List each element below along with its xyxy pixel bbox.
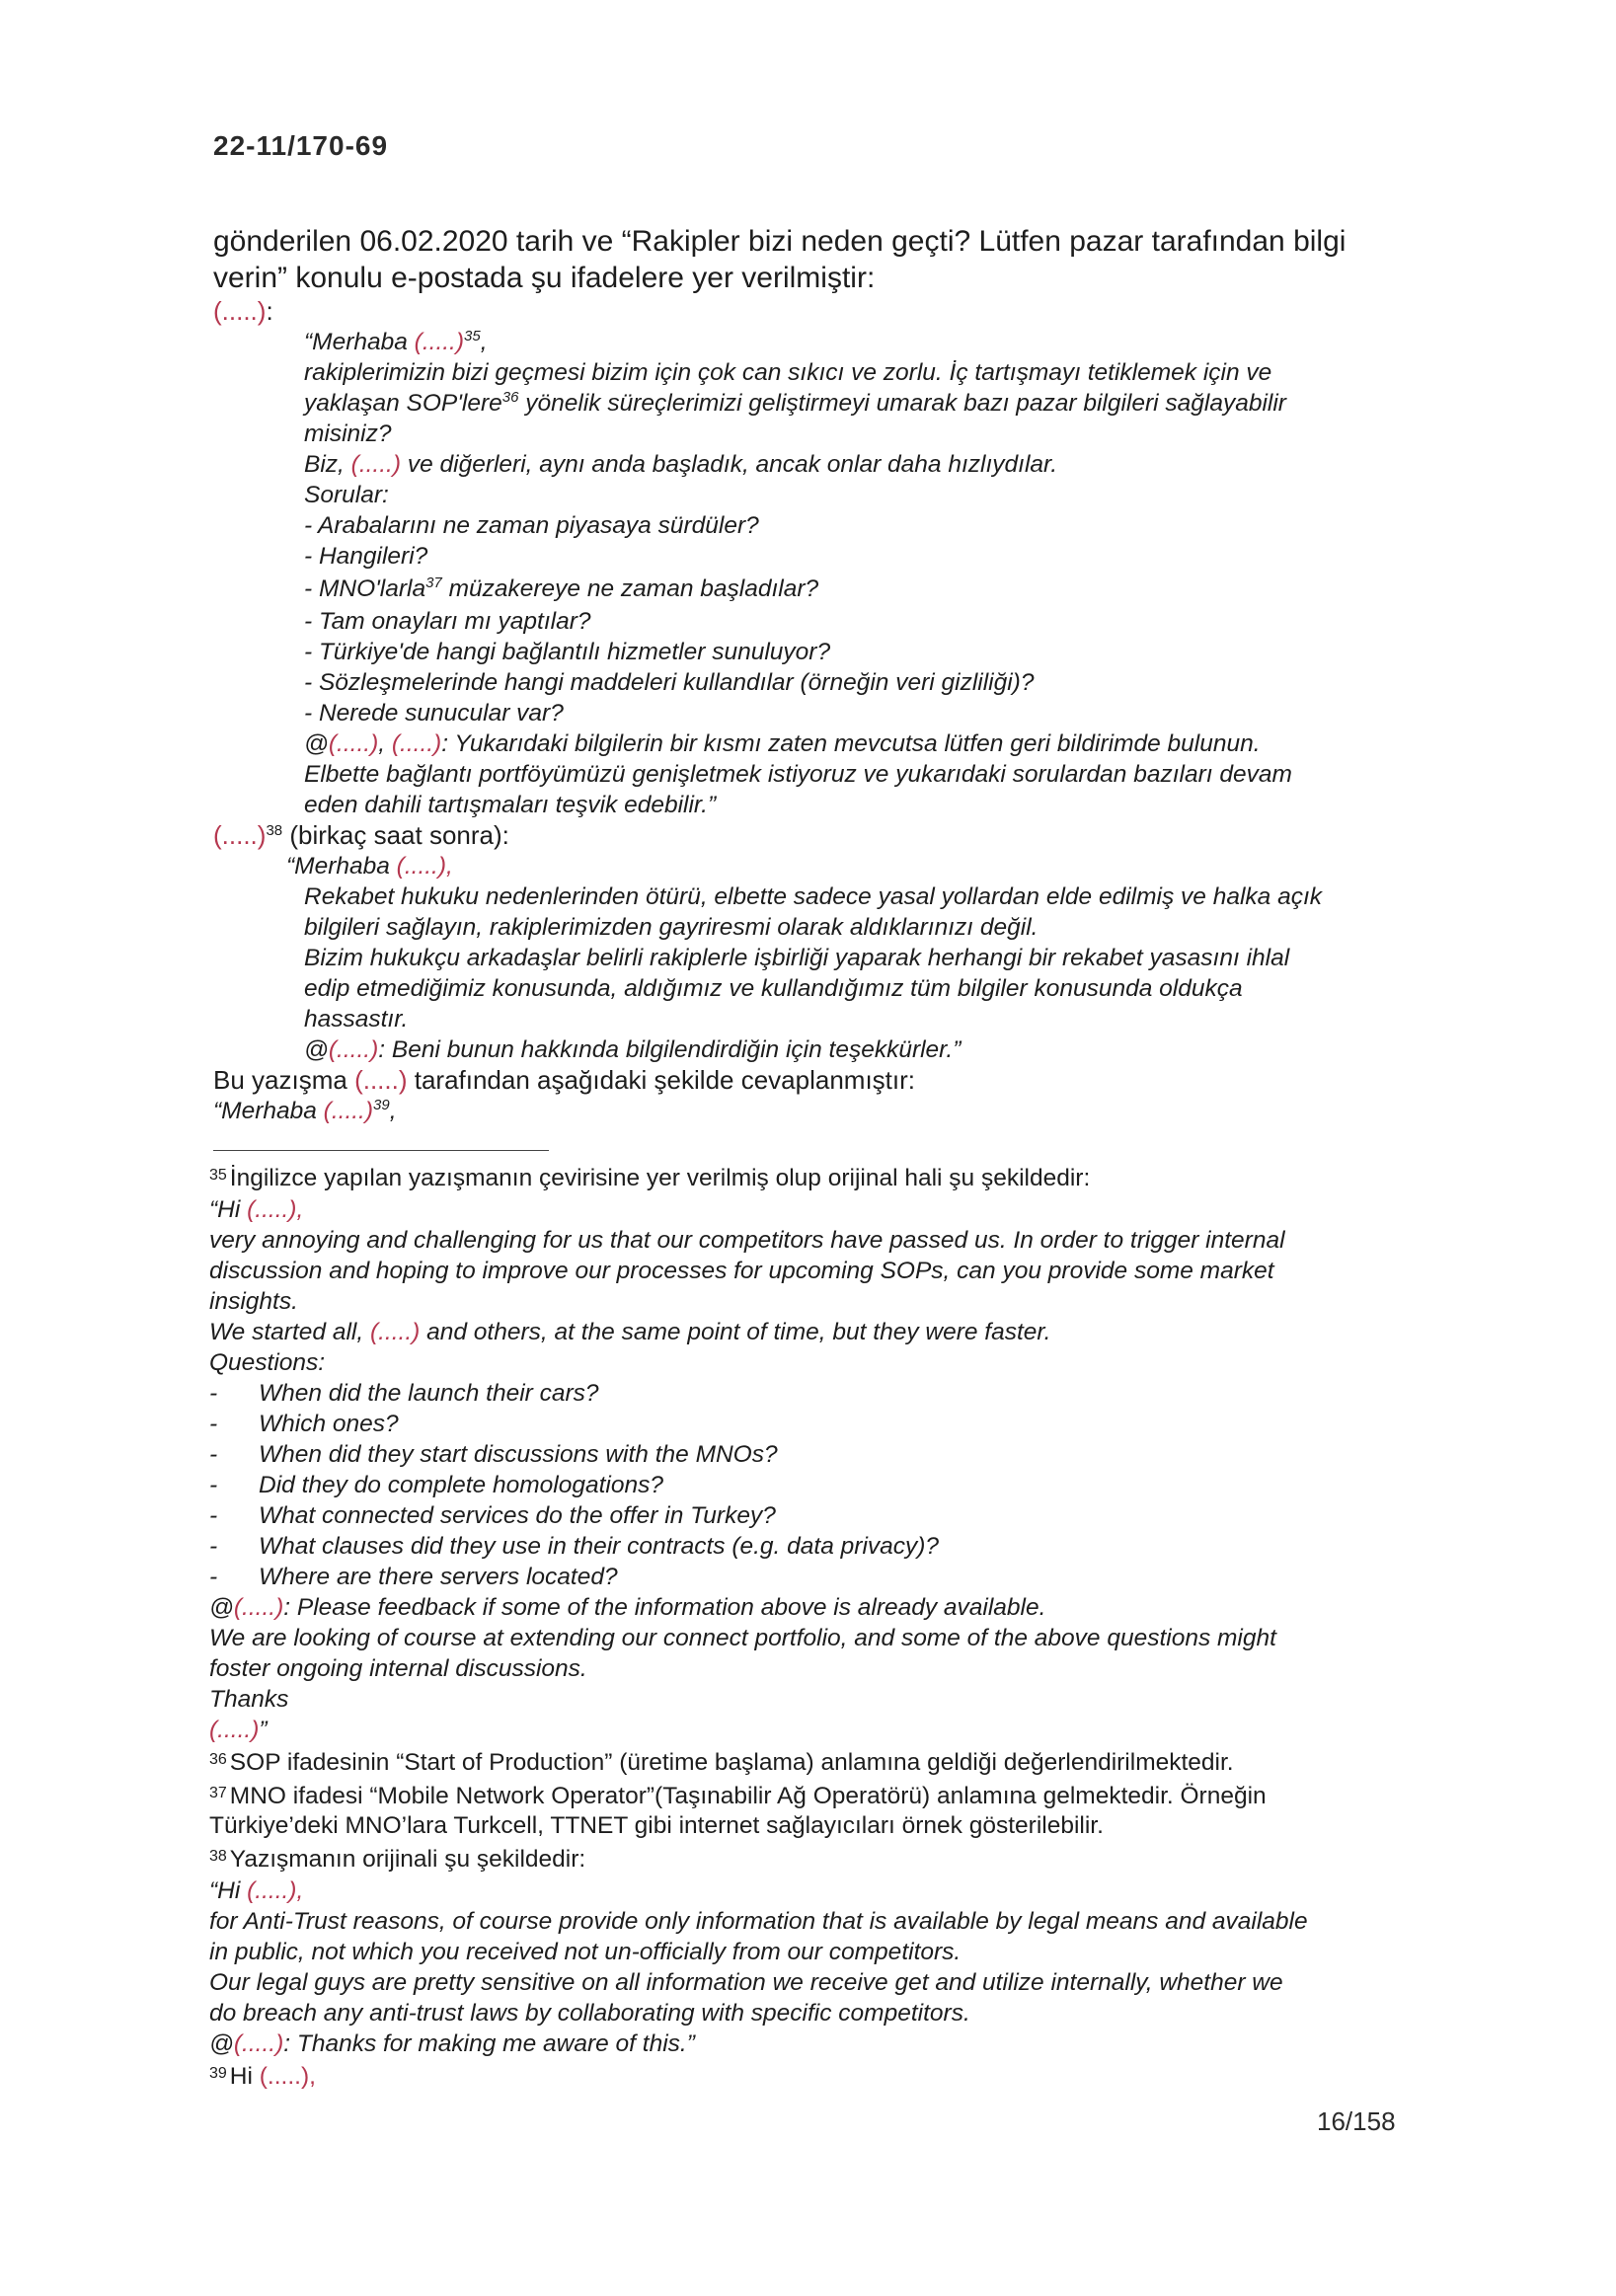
- quote-2-line: [304, 1034, 1410, 1065]
- question-item: - Arabalarını ne zaman piyasaya sürdüler?: [304, 512, 759, 539]
- redacted-text: (.....): [328, 730, 379, 757]
- dash: -: [209, 1563, 218, 1590]
- footnote-38: [209, 1842, 1414, 1875]
- comma: ,: [309, 2062, 316, 2090]
- redacted-text: (.....): [233, 2029, 284, 2057]
- redacted-text: (.....): [323, 1098, 374, 1124]
- text: ve diğerleri, aynı anda başladık, ancak onlar daha hızlıydılar.: [401, 451, 1058, 478]
- footnote-ref-39: 39: [373, 1097, 390, 1113]
- text: tarafından aşağıdaki şekilde cevaplanmıştır:: [407, 1065, 916, 1095]
- text: İngilizce yapılan yazışmanın çevirisine yer verilmiş olup orijinal hali şu şekildedir:: [229, 1165, 1091, 1191]
- text: SOP ifadesinin “Start of Production” (üretime başlama) anlamına geldiği değerlendirilmektedir.: [229, 1748, 1234, 1776]
- footnotes: [209, 1161, 1414, 2093]
- quote-1: [304, 327, 1410, 820]
- redacted-text: (.....): [247, 1195, 297, 1223]
- quote-1-line: [304, 388, 1410, 419]
- text: - MNO'larla: [304, 575, 426, 602]
- redacted-text: (.....): [350, 451, 402, 478]
- footnote-ref-37: 37: [425, 574, 442, 591]
- en-quote-line: very annoying and challenging for us that our competitors have passed us. In order to trigger internal: [209, 1226, 1285, 1254]
- redacted-text: (.....): [213, 296, 267, 326]
- en-quote-line: insights.: [209, 1287, 298, 1315]
- redacted-text: (.....): [328, 1036, 379, 1063]
- greeting-text: “Merhaba: [213, 1098, 324, 1124]
- redacted-text: (.....): [391, 730, 442, 757]
- dash: -: [209, 1501, 218, 1529]
- question-item: [209, 1439, 1414, 1470]
- en-quote-line: [209, 1317, 1414, 1347]
- comma: ,: [446, 853, 453, 880]
- text: müzakereye ne zaman başladılar?: [441, 575, 819, 602]
- comma: ,: [296, 1876, 304, 1904]
- quote-1-line: eden dahili tartışmaları teşvik edebilir.”: [304, 792, 717, 818]
- footnote-37: [209, 1779, 1414, 1812]
- quote-2-line: bilgileri sağlayın, rakiplerimizden gayriresmi olarak aldıklarınızı değil.: [304, 914, 1039, 941]
- speaker-2: [213, 820, 1410, 851]
- text: What clauses did they use in their contracts (e.g. data privacy)?: [259, 1532, 940, 1560]
- closing-quote: ”: [259, 1716, 268, 1743]
- quote-1-line: rakiplerimizin bizi geçmesi bizim için çok can sıkıcı ve zorlu. İç tartışmayı tetiklemek için ve: [304, 359, 1272, 386]
- en-quote-line: Our legal guys are pretty sensitive on all information we receive get and utilize internally, whether we: [209, 1968, 1283, 1996]
- text: and others, at the same point of time, but they were faster.: [420, 1318, 1051, 1345]
- separator: ,: [378, 730, 392, 757]
- text: “Hi: [209, 1876, 248, 1904]
- text: : Yukarıdaki bilgilerin bir kısmı zaten mevcutsa lütfen geri bildirimde bulunun.: [441, 730, 1261, 757]
- redacted-text: (.....): [209, 1716, 260, 1743]
- intro-line-1: gönderilen 06.02.2020 tarih ve “Rakipler bizi neden geçti? Lütfen pazar tarafından bilgi: [213, 225, 1347, 258]
- footnote-39: [209, 2059, 1414, 2093]
- text: : Please feedback if some of the information above is already available.: [283, 1593, 1046, 1621]
- footnote-ref-35: 35: [464, 328, 481, 344]
- question-item: - Tam onayları mı yaptılar?: [304, 608, 591, 635]
- text: “Hi: [209, 1195, 248, 1223]
- en-quote-line: [209, 2028, 1414, 2059]
- en-quote-line: [209, 1592, 1414, 1623]
- question-item: [209, 1409, 1414, 1439]
- quote-1-greeting: [304, 327, 1410, 357]
- redacted-text: (.....): [259, 2062, 310, 2090]
- intro-line-2: verin” konulu e-postada şu ifadelere yer verilmiştir:: [213, 262, 876, 294]
- en-quote-line: discussion and hoping to improve our processes for upcoming SOPs, can you provide some market: [209, 1257, 1274, 1284]
- redacted-text: (.....): [247, 1876, 297, 1904]
- text: Where are there servers located?: [259, 1563, 618, 1590]
- redacted-text: (.....): [213, 820, 267, 850]
- at-sign: @: [304, 730, 329, 757]
- footnote-35: [209, 1161, 1414, 1194]
- en-quote-line: in public, not which you received not un-officially from our competitors.: [209, 1938, 962, 1965]
- text: : Thanks for making me aware of this.”: [283, 2029, 695, 2057]
- dash: -: [209, 1440, 218, 1468]
- comma: ,: [296, 1195, 304, 1223]
- page-number: 16/158: [1317, 2106, 1396, 2136]
- dash: -: [209, 1379, 218, 1407]
- en-quote-line: Thanks: [209, 1685, 289, 1713]
- dash: -: [209, 1471, 218, 1498]
- quote-2-line: Rekabet hukuku nedenlerinden ötürü, elbette sadece yasal yollardan elde edilmiş ve halka açık: [304, 883, 1323, 910]
- footnote-number: 35: [209, 1167, 227, 1184]
- question-item: [209, 1500, 1414, 1531]
- text: Yazışmanın orijinali şu şekildedir:: [229, 1846, 586, 1874]
- question-item: [209, 1562, 1414, 1592]
- text: What connected services do the offer in Turkey?: [259, 1501, 776, 1529]
- question-item: [209, 1378, 1414, 1409]
- question-item: - Sözleşmelerinde hangi maddeleri kullandılar (örneğin veri gizliliği)?: [304, 669, 1035, 696]
- en-quote-line: Questions:: [209, 1348, 326, 1376]
- colon: :: [266, 296, 273, 326]
- redacted-text: (.....): [414, 329, 465, 355]
- reply-line: [213, 1065, 1410, 1096]
- main-text: [213, 223, 1410, 1126]
- text: Which ones?: [259, 1410, 399, 1437]
- text: We started all,: [209, 1318, 370, 1345]
- text: yönelik süreçlerimizi geliştirmeyi umarak bazı pazar bilgileri sağlayabilir: [518, 390, 1286, 417]
- quote-3-greeting: [213, 1096, 1410, 1126]
- text: (birkaç saat sonra):: [282, 820, 509, 850]
- text: MNO ifadesi “Mobile Network Operator”(Taşınabilir Ağ Operatörü) anlamına gelmektedir. Örneğin: [229, 1782, 1267, 1809]
- footnote-ref-36: 36: [501, 389, 519, 406]
- redacted-text: (.....): [396, 853, 447, 880]
- quote-1-line: [304, 728, 1410, 759]
- question-item: [209, 1531, 1414, 1562]
- text: When did the launch their cars?: [259, 1379, 599, 1407]
- comma: ,: [480, 329, 488, 355]
- quote-2-line: Bizim hukukçu arkadaşlar belirli rakiplerle işbirliği yaparak herhangi bir rekabet yasasını ihlal: [304, 945, 1290, 971]
- text: : Beni bunun hakkında bilgilendirdiğin için teşekkürler.”: [378, 1036, 962, 1063]
- en-quote-2-greeting: [209, 1875, 1414, 1906]
- en-quote-line: [209, 1715, 1414, 1745]
- redacted-text: (.....): [354, 1065, 408, 1095]
- text: yaklaşan SOP'lere: [304, 390, 502, 417]
- text: Did they do complete homologations?: [259, 1471, 663, 1498]
- quote-2-line: edip etmediğimiz konusunda, aldığımız ve kullandığımız tüm bilgiler konusunda oldukça: [304, 975, 1243, 1002]
- text: When did they start discussions with the MNOs?: [259, 1440, 778, 1468]
- redacted-text: (.....): [233, 1593, 284, 1621]
- quote-1-line: [304, 449, 1410, 480]
- quote-1-line: Sorular:: [304, 482, 389, 508]
- footnote-separator: [213, 1150, 549, 1151]
- footnote-number: 37: [209, 1784, 227, 1801]
- text: Biz,: [304, 451, 351, 478]
- question-item: - Hangileri?: [304, 543, 428, 570]
- quote-1-line: misiniz?: [304, 421, 392, 447]
- document-code: 22-11/170-69: [213, 130, 389, 161]
- at-sign: @: [209, 1593, 234, 1621]
- footnote-36: [209, 1745, 1414, 1779]
- comma: ,: [389, 1098, 397, 1124]
- dash: -: [209, 1410, 218, 1437]
- quote-1-line: Elbette bağlantı portföyümüzü genişletmek istiyoruz ve yukarıdaki sorulardan bazıları devam: [304, 761, 1292, 788]
- footnote-37-cont: Türkiye’deki MNO’lara Turkcell, TTNET gibi internet sağlayıcıları örnek gösterilebilir.: [209, 1812, 1104, 1840]
- speaker-1: [213, 296, 1410, 327]
- dash: -: [209, 1532, 218, 1560]
- question-item: [209, 1470, 1414, 1500]
- en-quote-line: do breach any anti-trust laws by collaborating with specific competitors.: [209, 1999, 970, 2027]
- en-quote-line: foster ongoing internal discussions.: [209, 1654, 587, 1682]
- quote-2-greeting: [286, 851, 1410, 881]
- redacted-text: (.....): [369, 1318, 421, 1345]
- en-quote-line: We are looking of course at extending our connect portfolio, and some of the above questions might: [209, 1624, 1276, 1651]
- footnote-number: 38: [209, 1848, 227, 1866]
- footnote-ref-38: 38: [266, 822, 283, 839]
- greeting-text: “Merhaba: [286, 853, 397, 880]
- footnote-number: 36: [209, 1750, 227, 1768]
- at-sign: @: [209, 2029, 234, 2057]
- en-quote-1-greeting: [209, 1194, 1414, 1225]
- question-item: [304, 572, 1410, 606]
- footnote-number: 39: [209, 2064, 227, 2082]
- text: Bu yazışma: [213, 1065, 355, 1095]
- question-item: - Nerede sunucular var?: [304, 700, 564, 727]
- greeting-text: “Merhaba: [304, 329, 415, 355]
- en-quote-line: for Anti-Trust reasons, of course provide only information that is available by legal means and available: [209, 1907, 1308, 1935]
- question-item: - Türkiye'de hangi bağlantılı hizmetler sunuluyor?: [304, 639, 831, 665]
- quote-2-line: hassastır.: [304, 1006, 409, 1033]
- text: Hi: [229, 2062, 260, 2090]
- quote-2: [286, 851, 1410, 1065]
- at-sign: @: [304, 1036, 329, 1063]
